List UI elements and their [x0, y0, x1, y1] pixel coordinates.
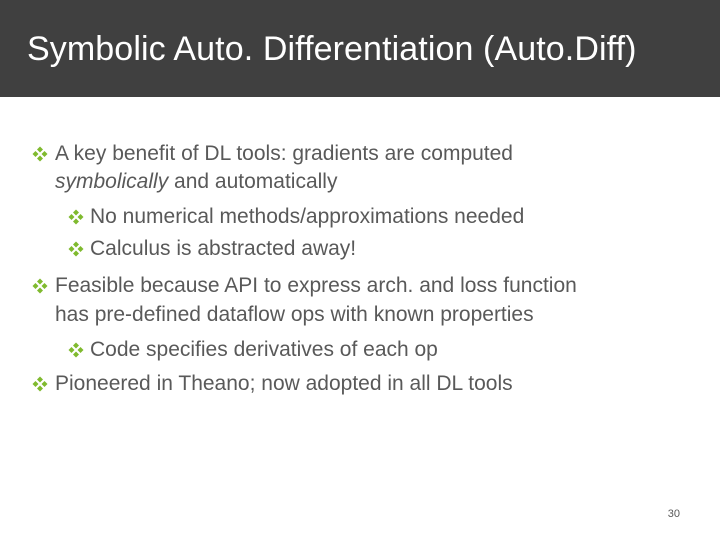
four-diamond-bullet-icon	[32, 278, 48, 294]
four-diamond-bullet-icon	[68, 342, 84, 358]
four-diamond-bullet-icon	[68, 241, 84, 257]
four-diamond-bullet-icon	[32, 376, 48, 392]
bullet-1-line-2	[55, 169, 337, 195]
bullet-3-line-1: Pioneered in Theano; now adopted in all DL tools	[55, 372, 513, 395]
emphasis-symbolically: symbolically	[55, 170, 169, 193]
sub-bullet-1-1: No numerical methods/approximations needed	[90, 205, 525, 228]
four-diamond-bullet-icon	[68, 209, 84, 225]
bullet-2-line-2: has pre-defined dataflow ops with known properties	[55, 303, 534, 326]
sub-bullet-1-2: Calculus is abstracted away!	[90, 237, 357, 260]
bullet-1-line-2-rest: and automatically	[168, 170, 338, 193]
bullet-1-line-1: A key benefit of DL tools: gradients are computed	[55, 142, 513, 165]
sub-bullet-2-1: Code specifies derivatives of each op	[90, 338, 438, 361]
page-number: 30	[667, 508, 680, 520]
slide-title: Symbolic Auto. Differentiation (Auto.Diff)	[27, 30, 637, 68]
four-diamond-bullet-icon	[32, 146, 48, 162]
bullet-2-line-1: Feasible because API to express arch. and loss function	[55, 274, 577, 297]
